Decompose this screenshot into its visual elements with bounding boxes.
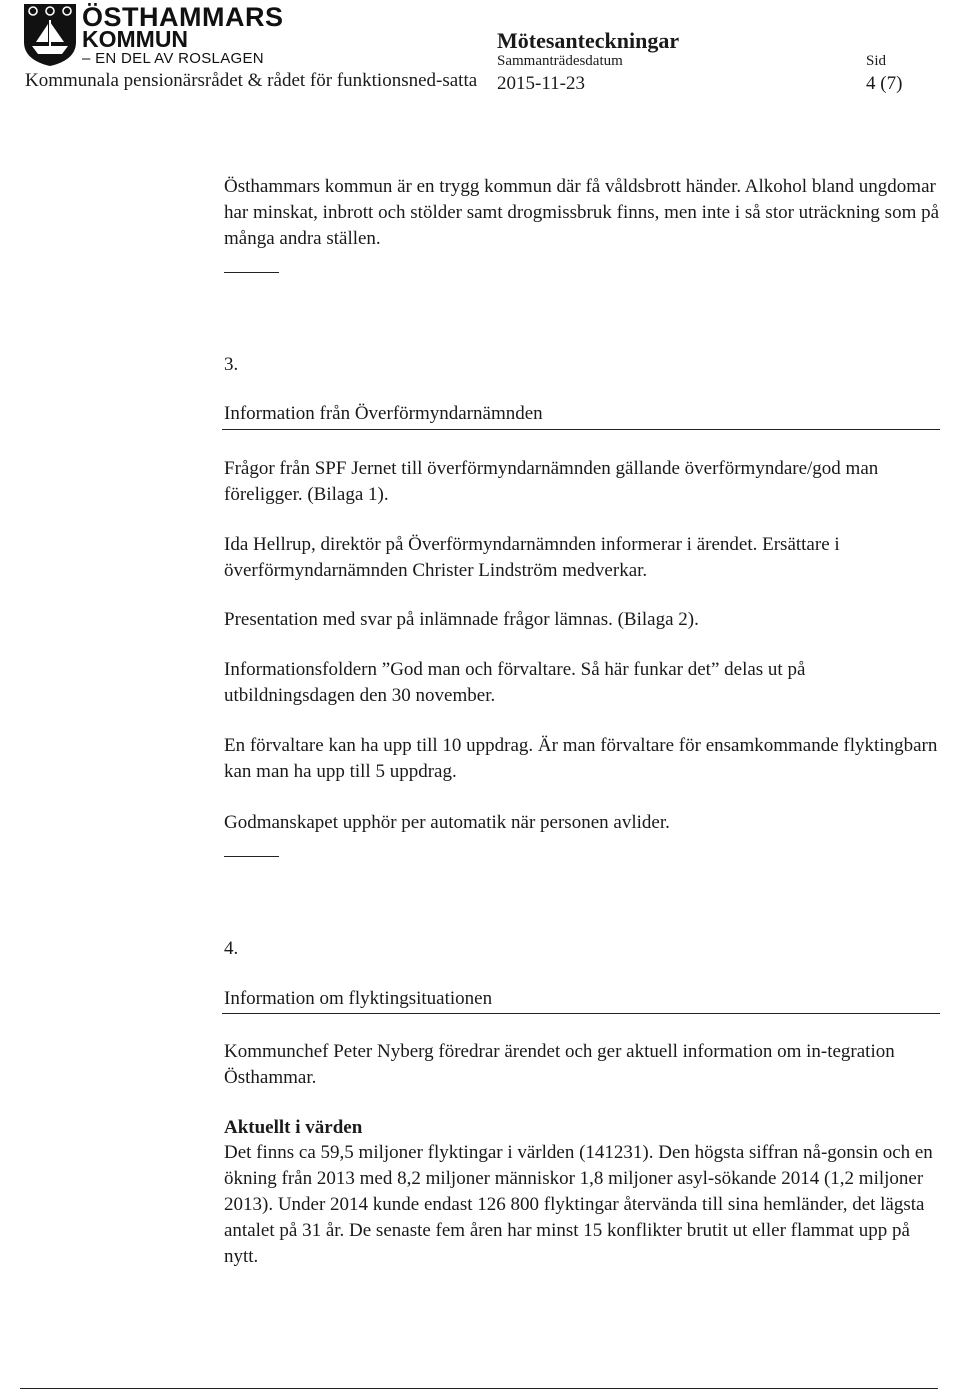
section-3-paragraph: Presentation med svar på inlämnade frågor lämnas. (Bilaga 2). [224,609,699,630]
meeting-date-label: Sammanträdesdatum [497,53,623,69]
intro-paragraph: Östhammars kommun är en trygg kommun där få våldsbrott händer. Alkohol bland ungdomar har minskat, inbrott och stölder samt drogmissbruk finns, men inte i så stor uträckning som på många andra ställen. [224,176,940,249]
section-4-rule [222,1013,940,1014]
section-3-heading: Information från Överförmyndarnämnden [224,403,543,424]
ship-emblem-icon [22,2,78,68]
logo-text-line1: ÖSTHAMMARS [82,2,284,32]
section-3-number: 3. [224,354,239,375]
section-3-paragraph: Informationsfoldern ”God man och förvaltare. Så här funkar det” delas ut på utbildningsdagen den 30 november. [224,659,806,706]
document-title: Mötesanteckningar [497,28,680,53]
section-3-paragraph: Frågor från SPF Jernet till överförmyndarnämnden gällande överförmyndare/god man föreligger. (Bilaga 1). [224,458,879,505]
organization-name: Kommunala pensionärsrådet & rådet för funktionsned-satta [25,70,478,91]
municipality-logo [22,2,284,68]
section-4-heading: Information om flyktingsituationen [224,988,493,1009]
section-4-paragraph: Det finns ca 59,5 miljoner flyktingar i världen (141231). Den högsta siffran nå-gonsin och en ökning från 2013 med 8,2 miljoner människor 1,8 miljoner asyl-sökande 2014 (1,2 miljoner 2013). Under 2014 kunde endast 126 800 flyktingar återvända till sina hemländer, det lägsta antalet på 31 år. De senaste fem åren har minst 15 konflikter brutit ut eller flammat upp på nytt. [224,1142,933,1267]
page-number: 4 (7) [866,73,903,94]
section-3-rule [222,429,940,430]
logo-text-line2: KOMMUN [82,26,189,52]
footer-rule [20,1388,938,1389]
section-3-paragraph: En förvaltare kan ha upp till 10 uppdrag. Är man förvaltare för ensamkommande flyktingbarn kan man ha upp till 5 uppdrag. [224,735,938,782]
section-4-number: 4. [224,938,239,959]
section-separator [224,272,279,273]
logo-text-line3: – EN DEL AV ROSLAGEN [82,50,264,67]
section-separator [224,856,279,857]
meeting-date-value: 2015-11-23 [497,73,585,94]
section-4-subheading: Aktuellt i värden [224,1117,363,1138]
page-label: Sid [866,53,887,69]
section-3-paragraph: Ida Hellrup, direktör på Överförmyndarnämnden informerar i ärendet. Ersättare i överförmyndarnämnden Christer Lindström medverkar. [224,534,840,581]
section-4-paragraph: Kommunchef Peter Nyberg föredrar ärendet och ger aktuell information om in-tegration Östhammar. [224,1041,895,1088]
section-3-paragraph: Godmanskapet upphör per automatik när personen avlider. [224,812,670,833]
